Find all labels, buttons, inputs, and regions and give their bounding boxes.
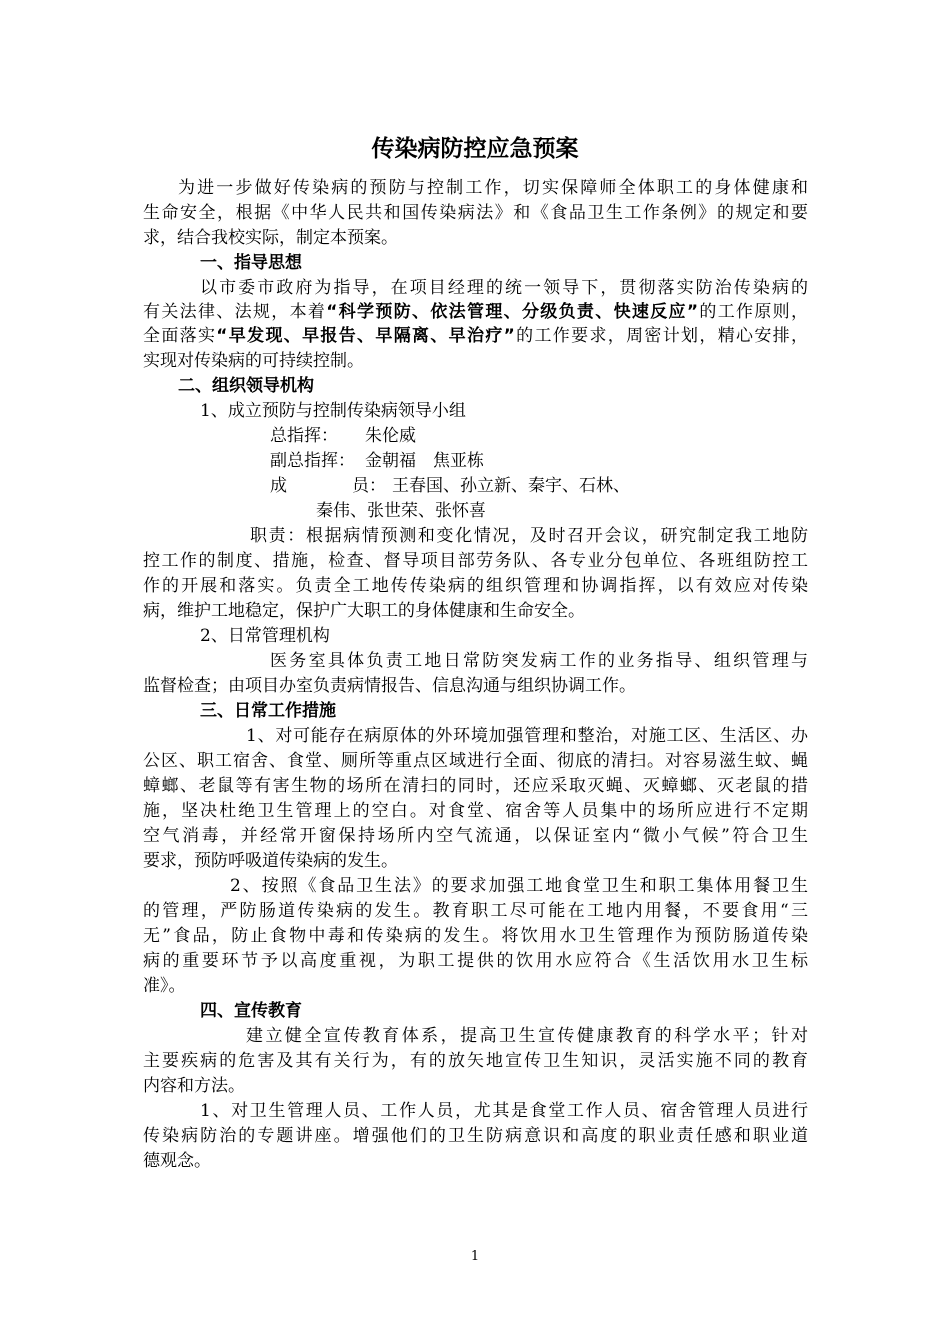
duty-line: 作的开展和落实。负责全工地传传染病的组织管理和协调指挥，以有效应对传染	[143, 576, 808, 596]
paragraph-line: 内容和方法。	[143, 1076, 245, 1096]
duty-line: 控工作的制度、措施，检查、督导项目部劳务队、各专业分包单位、各班组防控工	[143, 551, 808, 571]
paragraph-line: 公区、职工宿舍、食堂、厕所等重点区域进行全面、彻底的清扫。对容易滋生蚊、蝇	[143, 751, 808, 771]
paragraph-line: 准》。	[143, 976, 186, 996]
paragraph-line: 以市委市政府为指导，在项目经理的统一领导下，贯彻落实防治传染病的	[200, 278, 808, 298]
paragraph-line: 蟑螂、老鼠等有害生物的场所在清扫的同时，还应采取灭蝇、灭蟑螂、灭老鼠的措	[143, 776, 808, 796]
paragraph-line: 病的重要环节予以高度重视，为职工提供的饮用水应符合《生活饮用水卫生标	[143, 951, 808, 971]
deputy-names: 金朝福 焦亚栋	[365, 451, 484, 471]
intro-line: 为进一步做好传染病的预防与控制工作，切实保障师全体职工的身体健康和	[178, 178, 808, 198]
section-heading: 二、组织领导机构	[178, 376, 314, 396]
duty-line: 职责：根据病情预测和变化情况，及时召开会议，研究制定我工地防	[250, 526, 808, 546]
intro-line: 生命安全，根据《中华人民共和国传染病法》和《食品卫生工作条例》的规定和要	[143, 203, 808, 223]
paragraph-line: 2、按照《食品卫生法》的要求加强工地食堂卫生和职工集体用餐卫生	[230, 876, 808, 896]
paragraph-line: 全面落实“早发现、早报告、早隔离、早治疗”的工作要求，周密计划，精心安排，	[143, 326, 809, 346]
members-names: 秦伟、张世荣、张怀喜	[316, 501, 486, 521]
commander-name: 朱伦威	[365, 426, 416, 446]
section-heading: 四、宣传教育	[200, 1001, 302, 1021]
deputy-label: 副总指挥：	[270, 451, 355, 471]
paragraph-line: 医务室具体负责工地日常防突发病工作的业务指导、组织管理与	[270, 651, 808, 671]
section-heading: 一、指导思想	[200, 253, 302, 273]
paragraph-line: 1、对可能存在病原体的外环境加强管理和整治，对施工区、生活区、办	[246, 726, 808, 746]
paragraph-line: 施，坚决杜绝卫生管理上的空白。对食堂、宿舍等人员集中的场所应进行不定期	[143, 801, 808, 821]
paragraph-line: 的管理，严防肠道传染病的发生。教育职工尽可能在工地内用餐，不要食用“三	[143, 901, 808, 921]
intro-line: 求，结合我校实际，制定本预案。	[143, 228, 398, 248]
commander-label: 总指挥：	[270, 426, 338, 446]
paragraph-line: 实现对传染病的可持续控制。	[143, 351, 364, 371]
paragraph-line: 监督检查；由项目办室负责病情报告、信息沟通与组织协调工作。	[143, 676, 636, 696]
paragraph-line: 传染病防治的专题讲座。增强他们的卫生防病意识和高度的职业责任感和职业道	[143, 1126, 808, 1146]
duty-line: 病，维护工地稳定，保护广大职工的身体健康和生命安全。	[143, 601, 585, 621]
paragraph-line: 建立健全宣传教育体系，提高卫生宣传健康教育的科学水平；针对	[246, 1026, 808, 1046]
paragraph-line: 无”食品，防止食物中毒和传染病的发生。将饮用水卫生管理作为预防肠道传染	[143, 926, 808, 946]
paragraph-line: 德观念。	[143, 1151, 211, 1171]
paragraph-line: 有关法律、法规，本着“科学预防、依法管理、分级负责、快速反应”的工作原则，	[143, 302, 808, 322]
paragraph-line: 要求，预防呼吸道传染病的发生。	[143, 851, 398, 871]
paragraph-line: 空气消毒，并经常开窗保持场所内空气流通，以保证室内“微小气候”符合卫生	[143, 826, 808, 846]
document-title: 传染病防控应急预案	[371, 136, 579, 162]
subsection-heading: 2、日常管理机构	[200, 626, 330, 646]
subsection-heading: 1、成立预防与控制传染病领导小组	[200, 401, 466, 421]
paragraph-line: 主要疾病的危害及其有关行为，有的放矢地宣传卫生知识，灵活实施不同的教育	[143, 1051, 808, 1071]
paragraph-line: 1、对卫生管理人员、工作人员，尤其是食堂工作人员、宿舍管理人员进行	[200, 1101, 808, 1121]
page-number: 1	[470, 1249, 480, 1264]
members-label: 员：	[352, 476, 386, 496]
members-label: 成	[270, 476, 287, 496]
section-heading: 三、日常工作措施	[200, 701, 336, 721]
members-names: 王春国、孙立新、秦宇、石林、	[392, 476, 630, 496]
